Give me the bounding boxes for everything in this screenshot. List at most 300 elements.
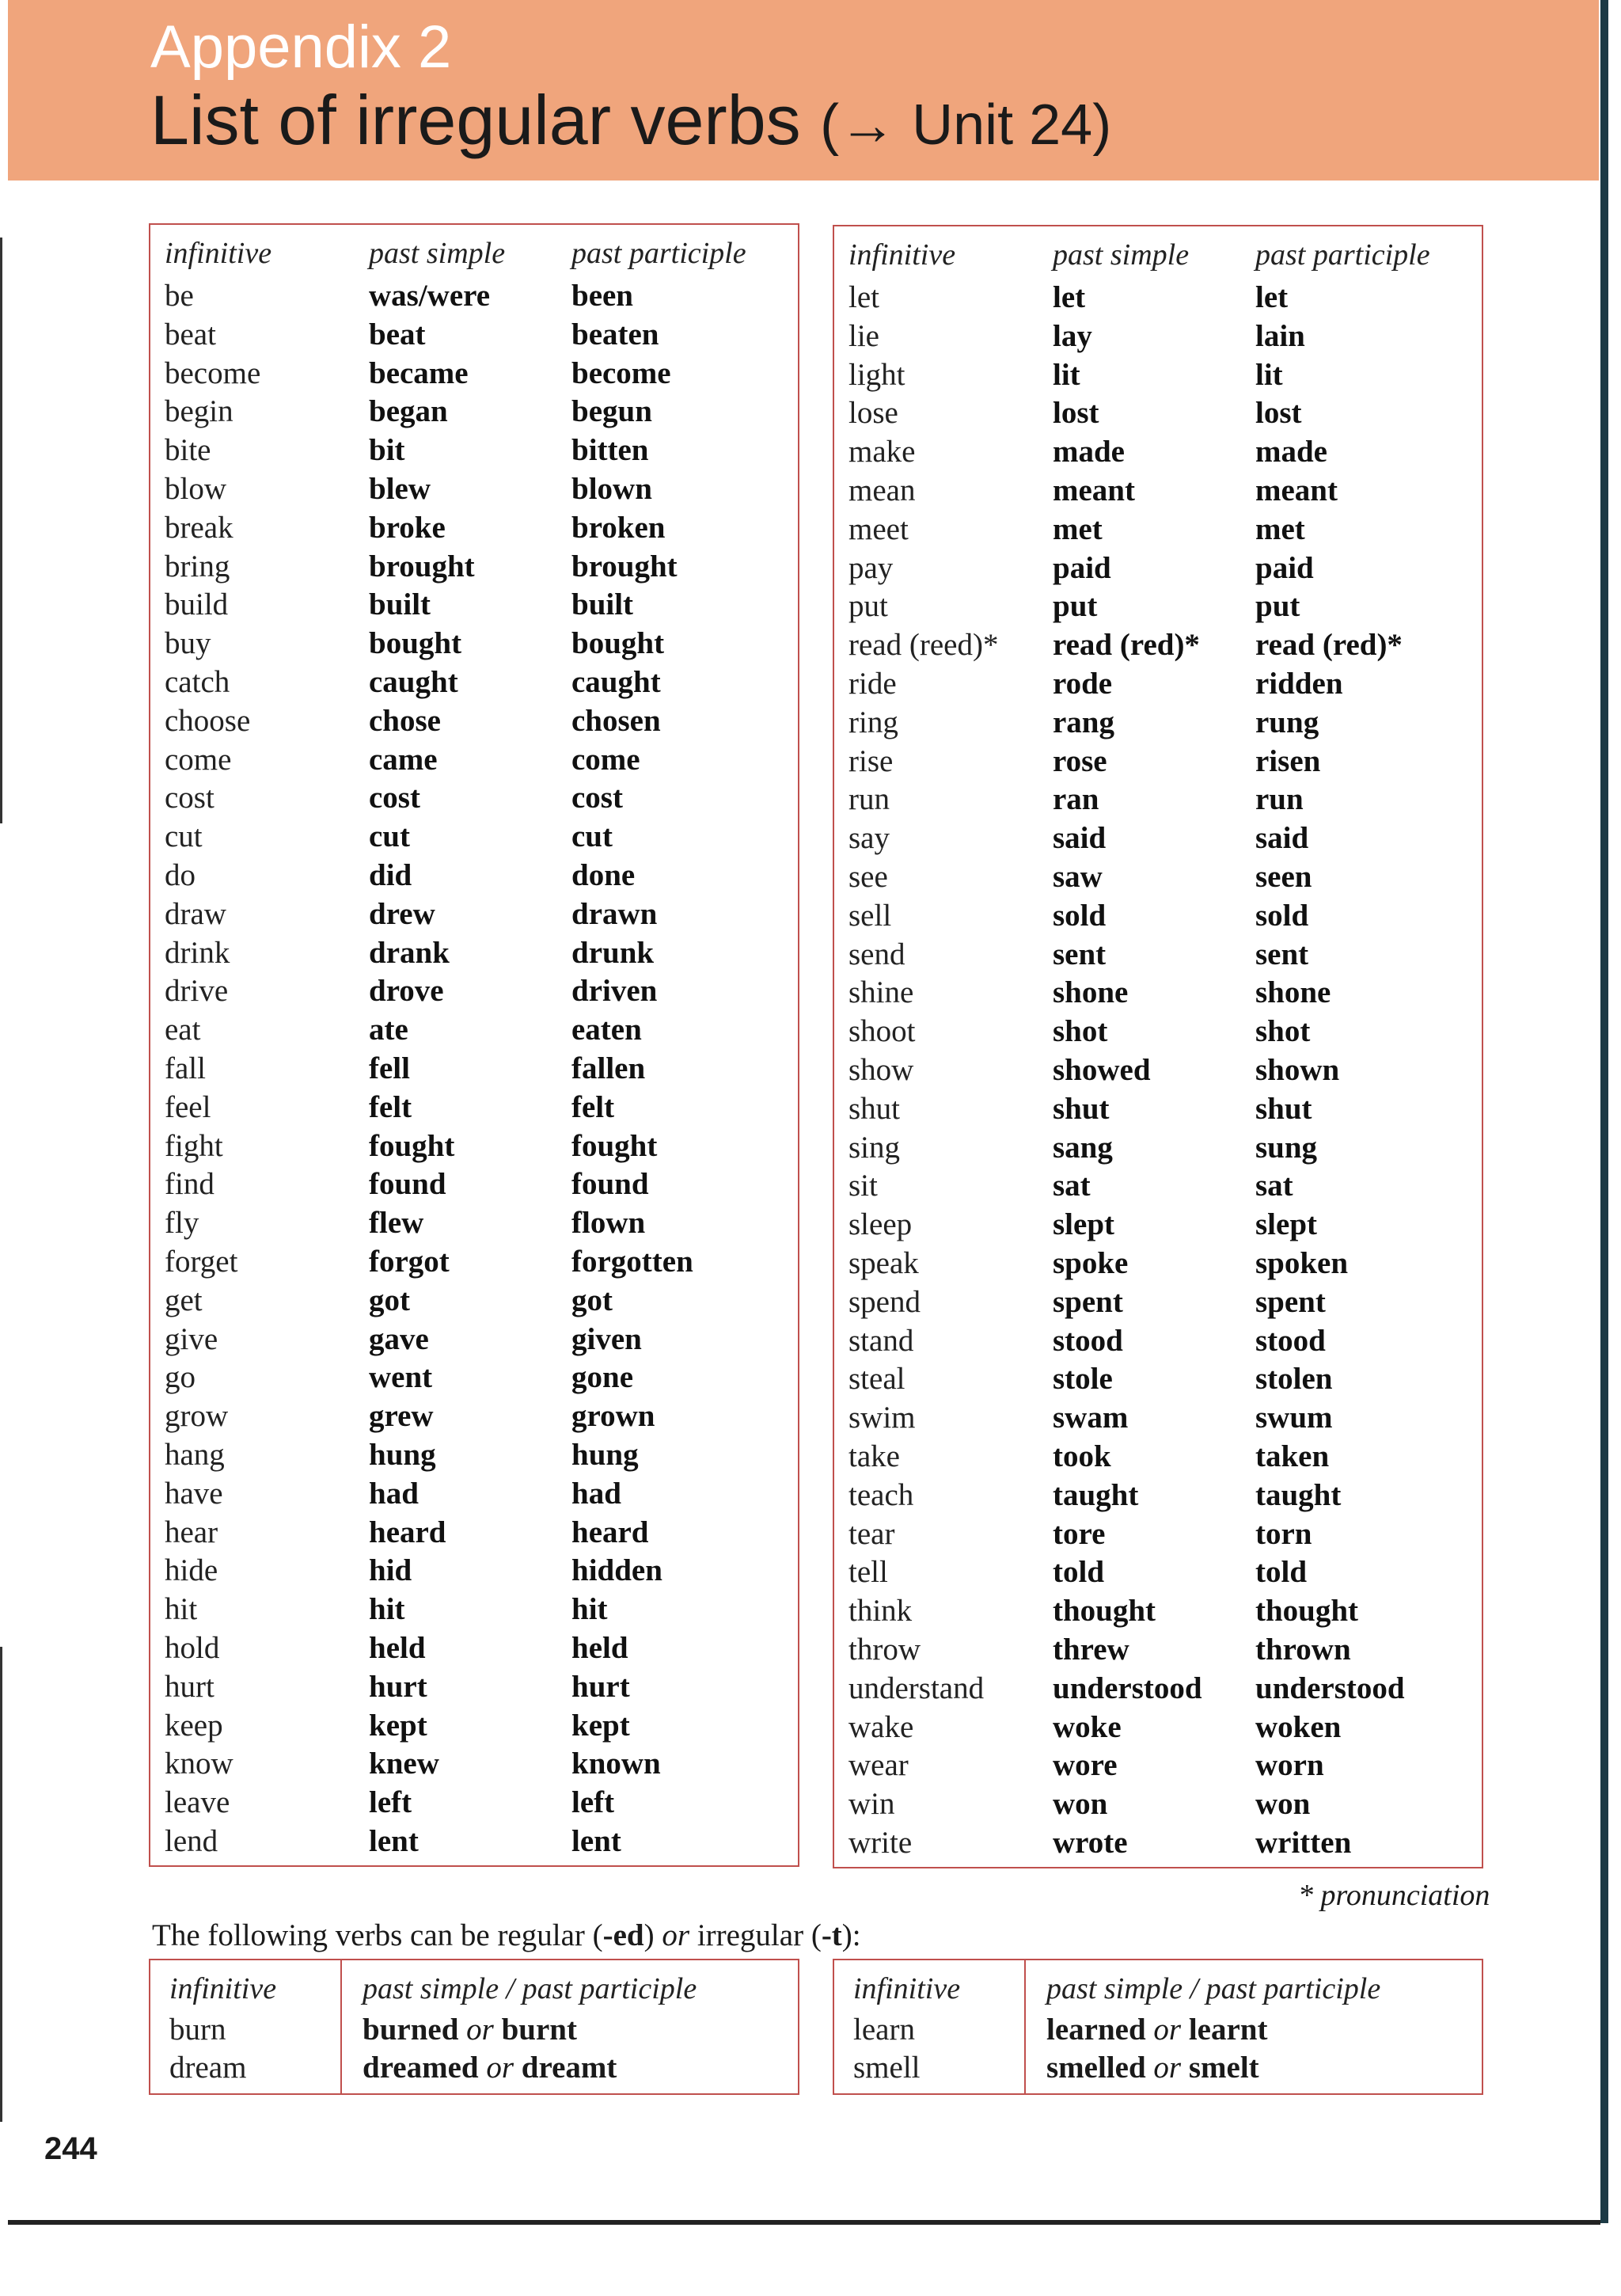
verb-infinitive: ring (848, 705, 898, 739)
verb-past-participle: shone (1255, 975, 1331, 1010)
verb-infinitive: grow (165, 1399, 229, 1434)
verb-infinitive: take (848, 1439, 900, 1473)
verb-past-simple: gave (369, 1321, 429, 1356)
verb-past-simple: shot (1053, 1014, 1108, 1049)
verb-infinitive: hit (165, 1592, 198, 1627)
column-divider (340, 1960, 342, 2093)
verb-infinitive: cut (165, 819, 203, 854)
verb-infinitive: cost (165, 781, 214, 815)
page-number: 244 (44, 2131, 97, 2166)
verb-past-participle: lost (1255, 396, 1302, 431)
verb-past-participle: ridden (1255, 667, 1343, 701)
verb-infinitive: say (848, 821, 890, 856)
verb-past-simple: thought (1053, 1594, 1156, 1629)
verb-infinitive: become (165, 355, 261, 390)
verb-past-participle: let (1255, 280, 1289, 314)
form-regular: burned (363, 2013, 459, 2047)
verb-past-participle: come (571, 742, 640, 777)
verb-past-participle: lit (1255, 357, 1283, 392)
verb-past-simple: blew (369, 472, 431, 506)
verb-infinitive: leave (165, 1785, 230, 1820)
verb-infinitive: drive (165, 974, 229, 1009)
verb-past-simple: bit (369, 433, 405, 468)
page-title (150, 81, 1112, 159)
verb-past-simple: was/were (369, 279, 491, 313)
verb-past-simple: became (369, 355, 469, 390)
verb-past-participle: grown (571, 1399, 655, 1434)
verb-past-simple: meant (1053, 473, 1135, 507)
verb-past-participle: cut (571, 819, 613, 854)
col-past-simple: past simple (369, 237, 506, 270)
verb-past-participle: held (571, 1631, 628, 1665)
verb-infinitive: speak (848, 1246, 919, 1280)
verb-past-participle: paid (1255, 550, 1314, 585)
verb-past-simple: wore (1053, 1748, 1118, 1783)
verb-past-participle: beaten (571, 317, 659, 352)
verb-infinitive: mean (848, 473, 916, 507)
verb-past-participle: hidden (571, 1553, 662, 1588)
verb-past-participle: shot (1255, 1014, 1311, 1049)
verb-infinitive: break (165, 510, 233, 545)
verb-past-simple: lost (1053, 396, 1099, 431)
verb-past-simple: told (1053, 1555, 1105, 1590)
verb-infinitive: tear (848, 1516, 895, 1551)
verb-infinitive: lose (848, 396, 898, 431)
verb-past-participle: flown (571, 1206, 646, 1241)
verb-past-simple: fell (369, 1051, 410, 1085)
verb-infinitive: rise (848, 743, 894, 778)
regular-irregular-note (152, 1918, 861, 1953)
verb-past-participle: shut (1255, 1091, 1312, 1126)
verb-infinitive: understand (848, 1671, 985, 1705)
verb-past-simple: threw (1053, 1633, 1129, 1667)
verb-infinitive: sleep (848, 1207, 913, 1242)
verb-past-simple: rode (1053, 667, 1113, 701)
verb-infinitive: let (848, 280, 879, 314)
verb-past-participle: fallen (571, 1051, 646, 1085)
verb-forms (1046, 2014, 1267, 2045)
verb-past-simple: cut (369, 819, 410, 854)
verb-past-simple: put (1053, 589, 1098, 624)
verb-past-simple: woke (1053, 1709, 1122, 1744)
verb-past-simple: lent (369, 1824, 419, 1858)
verb-past-participle: been (571, 279, 633, 313)
verb-past-participle: lain (1255, 318, 1305, 353)
col-infinitive: infinitive (169, 1972, 277, 2005)
col-infinitive: infinitive (848, 238, 956, 272)
verb-infinitive: begin (165, 394, 233, 429)
verb-past-simple: won (1053, 1787, 1108, 1822)
verb-past-participle: left (571, 1785, 615, 1820)
verb-infinitive: drink (165, 935, 230, 970)
verb-infinitive: hear (165, 1515, 218, 1549)
verb-infinitive: feel (165, 1089, 211, 1124)
page-right-edge (1600, 0, 1608, 2223)
verb-past-participle: heard (571, 1515, 649, 1549)
form-regular: learned (1046, 2013, 1146, 2047)
verb-past-simple: taught (1053, 1477, 1139, 1512)
verb-past-participle: sold (1255, 898, 1309, 933)
verb-infinitive: bite (165, 433, 211, 468)
verb-past-participle: caught (571, 665, 661, 699)
verb-past-simple: left (369, 1785, 412, 1820)
regular-verbs-table-right (833, 1959, 1483, 2095)
verb-infinitive: know (165, 1747, 233, 1781)
verb-past-participle: thought (1255, 1594, 1359, 1629)
verb-past-participle: hurt (571, 1669, 630, 1704)
verb-past-participle: hung (571, 1438, 639, 1472)
verb-past-simple: let (1053, 280, 1086, 314)
verb-past-participle: given (571, 1321, 642, 1356)
note-ed: -ed (602, 1918, 644, 1952)
verb-infinitive: wear (848, 1748, 909, 1783)
verb-past-participle: chosen (571, 703, 661, 738)
verb-past-participle: meant (1255, 473, 1338, 507)
verb-past-participle: bitten (571, 433, 649, 468)
pronunciation-note: * pronunciation (1298, 1879, 1490, 1912)
form-irregular: learnt (1188, 2013, 1268, 2047)
verb-infinitive: ride (848, 667, 897, 701)
verb-past-participle: gone (571, 1360, 633, 1395)
note-t: -t (821, 1918, 842, 1952)
verb-past-participle: stolen (1255, 1362, 1333, 1397)
verb-past-participle: fought (571, 1128, 658, 1163)
verb-infinitive: keep (165, 1708, 223, 1743)
verb-infinitive: get (165, 1283, 203, 1317)
verb-past-participle: written (1255, 1826, 1352, 1860)
verb-past-participle: brought (571, 549, 678, 584)
form-regular: smelled (1046, 2051, 1146, 2085)
verb-past-participle: understood (1255, 1671, 1405, 1705)
verb-infinitive: blow (165, 472, 226, 506)
verb-infinitive: eat (165, 1013, 201, 1047)
verb-past-simple: got (369, 1283, 410, 1317)
verb-past-simple: spent (1053, 1284, 1123, 1319)
verb-infinitive: be (165, 279, 194, 313)
verb-past-simple: sold (1053, 898, 1107, 933)
verb-past-participle: blown (571, 472, 652, 506)
verb-past-simple: knew (369, 1747, 439, 1781)
verb-past-simple: broke (369, 510, 446, 545)
verb-past-participle: begun (571, 394, 652, 429)
verb-infinitive: think (848, 1594, 913, 1629)
verb-past-participle: become (571, 355, 671, 390)
verb-past-simple: drank (369, 935, 450, 970)
verb-infinitive: steal (848, 1362, 905, 1397)
col-forms: past simple / past participle (1046, 1972, 1381, 2005)
form-irregular: burnt (501, 2013, 577, 2047)
verb-past-simple: cost (369, 781, 420, 815)
verb-infinitive: fly (165, 1206, 199, 1241)
verb-infinitive: spend (848, 1284, 921, 1319)
verb-past-simple: swam (1053, 1401, 1129, 1435)
verb-past-simple: lit (1053, 357, 1080, 392)
page-bottom-edge (8, 2220, 1600, 2225)
verb-past-participle: known (571, 1747, 661, 1781)
verb-past-participle: sent (1255, 937, 1309, 971)
verb-infinitive: wake (848, 1709, 914, 1744)
verb-past-participle: sung (1255, 1130, 1318, 1165)
verb-past-simple: built (369, 587, 431, 622)
verb-infinitive: sing (848, 1130, 901, 1165)
verb-past-simple: came (369, 742, 438, 777)
verb-past-simple: bought (369, 626, 462, 661)
verb-infinitive: put (848, 589, 888, 624)
verb-past-simple: beat (369, 317, 426, 352)
verb-past-participle: slept (1255, 1207, 1317, 1242)
verb-past-simple: hid (369, 1553, 412, 1588)
verb-infinitive: fight (165, 1128, 223, 1163)
verb-past-simple: took (1053, 1439, 1111, 1473)
verb-infinitive: swim (848, 1401, 916, 1435)
verb-infinitive: sell (848, 898, 892, 933)
verb-infinitive: fall (165, 1051, 206, 1085)
verb-infinitive: stand (848, 1323, 914, 1358)
verb-table-right (833, 225, 1483, 1868)
verb-infinitive: catch (165, 665, 230, 699)
verb-past-participle: put (1255, 589, 1300, 624)
note-text: ): (841, 1918, 861, 1952)
verb-past-simple: showed (1053, 1053, 1151, 1087)
verb-infinitive: come (165, 742, 232, 777)
verb-past-simple: rose (1053, 743, 1107, 778)
verb-infinitive: hang (165, 1438, 225, 1472)
verb-infinitive: meet (848, 511, 909, 546)
verb-past-participle: thrown (1255, 1633, 1351, 1667)
verb-past-participle: felt (571, 1089, 615, 1124)
verb-past-simple: sat (1053, 1169, 1091, 1203)
verb-past-simple: did (369, 858, 412, 892)
verb-past-participle: bought (571, 626, 665, 661)
verb-past-participle: read (red)* (1255, 628, 1403, 663)
note-text: The following verbs can be regular ( (152, 1918, 603, 1952)
verb-infinitive: pay (848, 550, 894, 585)
verb-past-simple: forgot (369, 1245, 450, 1279)
or-word: or (1153, 2051, 1182, 2085)
form-irregular: smelt (1188, 2051, 1259, 2085)
verb-past-participle: spoken (1255, 1246, 1349, 1280)
verb-past-simple: drove (369, 974, 444, 1009)
verb-past-participle: taken (1255, 1439, 1330, 1473)
verb-infinitive: throw (848, 1633, 921, 1667)
note-text: irregular ( (689, 1918, 822, 1952)
verb-infinitive: burn (169, 2013, 226, 2047)
verb-past-simple: read (red)* (1053, 628, 1200, 663)
verb-past-simple: spoke (1053, 1246, 1129, 1280)
verb-infinitive: buy (165, 626, 211, 661)
verb-past-simple: heard (369, 1515, 446, 1549)
verb-past-participle: said (1255, 821, 1309, 856)
verb-past-simple: made (1053, 435, 1125, 469)
verb-infinitive: beat (165, 317, 216, 352)
verb-past-participle: met (1255, 511, 1305, 546)
verb-past-simple: ate (369, 1013, 408, 1047)
verb-forms (1046, 2052, 1259, 2083)
verb-infinitive: shut (848, 1091, 901, 1126)
verb-past-participle: drawn (571, 896, 658, 931)
verb-infinitive: make (848, 435, 916, 469)
col-past-participle: past participle (571, 237, 746, 270)
verb-past-participle: torn (1255, 1516, 1312, 1551)
verb-infinitive: light (848, 357, 905, 392)
col-infinitive: infinitive (165, 237, 272, 270)
verb-past-participle: worn (1255, 1748, 1324, 1783)
verb-past-participle: told (1255, 1555, 1308, 1590)
verb-past-participle: seen (1255, 860, 1312, 894)
verb-infinitive: teach (848, 1477, 914, 1512)
note-text: ) (643, 1918, 662, 1952)
verb-past-simple: caught (369, 665, 458, 699)
verb-infinitive: draw (165, 896, 226, 931)
verb-past-simple: met (1053, 511, 1103, 546)
verb-infinitive: learn (853, 2013, 915, 2047)
verb-forms (363, 2014, 577, 2045)
verb-infinitive: read (reed)* (848, 628, 999, 663)
verb-table-left (149, 223, 799, 1867)
verb-past-simple: kept (369, 1708, 427, 1743)
verb-past-simple: sang (1053, 1130, 1113, 1165)
verb-past-simple: saw (1053, 860, 1103, 894)
verb-infinitive: hurt (165, 1669, 214, 1704)
scan-margin-mark (0, 238, 2, 823)
verb-past-simple: slept (1053, 1207, 1114, 1242)
or-word: or (466, 2013, 494, 2047)
verb-infinitive: shine (848, 975, 914, 1010)
verb-past-simple: tore (1053, 1516, 1106, 1551)
verb-infinitive: lie (848, 318, 879, 353)
verb-past-participle: broken (571, 510, 666, 545)
column-divider (1024, 1960, 1026, 2093)
verb-past-participle: found (571, 1167, 649, 1202)
title-text: List of irregular verbs (150, 81, 801, 159)
verb-past-simple: felt (369, 1089, 412, 1124)
verb-past-simple: flew (369, 1206, 424, 1241)
verb-past-simple: understood (1053, 1671, 1202, 1705)
verb-past-participle: spent (1255, 1284, 1326, 1319)
verb-past-participle: made (1255, 435, 1327, 469)
verb-infinitive: shoot (848, 1014, 916, 1049)
verb-infinitive: choose (165, 703, 251, 738)
verb-past-participle: won (1255, 1787, 1311, 1822)
verb-past-participle: stood (1255, 1323, 1326, 1358)
verb-past-simple: began (369, 394, 448, 429)
verb-past-participle: kept (571, 1708, 630, 1743)
verb-past-simple: held (369, 1631, 426, 1665)
verb-infinitive: find (165, 1167, 214, 1202)
verb-past-simple: said (1053, 821, 1107, 856)
verb-past-simple: paid (1053, 550, 1111, 585)
col-forms: past simple / past participle (363, 1972, 697, 2005)
verb-infinitive: sit (848, 1169, 878, 1203)
verb-infinitive: have (165, 1476, 223, 1511)
verb-past-participle: woken (1255, 1709, 1342, 1744)
verb-past-simple: rang (1053, 705, 1114, 739)
verb-past-simple: hung (369, 1438, 436, 1472)
verb-past-participle: rung (1255, 705, 1319, 739)
verb-infinitive: see (848, 860, 888, 894)
verb-infinitive: dream (169, 2051, 247, 2085)
verb-past-simple: drew (369, 896, 435, 931)
verb-past-simple: sent (1053, 937, 1107, 971)
verb-infinitive: win (848, 1787, 895, 1822)
verb-past-participle: got (571, 1283, 613, 1317)
verb-past-participle: hit (571, 1592, 608, 1627)
verb-infinitive: hide (165, 1553, 218, 1588)
verb-past-simple: ran (1053, 782, 1099, 817)
or-word: or (486, 2051, 514, 2085)
verb-past-simple: lay (1053, 318, 1092, 353)
verb-past-simple: found (369, 1167, 446, 1202)
verb-past-simple: fought (369, 1128, 455, 1163)
verb-past-simple: hurt (369, 1669, 427, 1704)
verb-infinitive: do (165, 858, 196, 892)
unit-reference: (→ Unit 24) (820, 93, 1112, 157)
verb-past-participle: sat (1255, 1169, 1293, 1203)
verb-infinitive: send (848, 937, 905, 971)
or-word: or (1153, 2013, 1182, 2047)
verb-infinitive: forget (165, 1245, 238, 1279)
verb-past-participle: forgotten (571, 1245, 693, 1279)
verb-past-participle: had (571, 1476, 621, 1511)
verb-infinitive: give (165, 1321, 218, 1356)
col-past-participle: past participle (1255, 238, 1430, 272)
scan-margin-mark (0, 1647, 2, 2122)
verb-past-participle: shown (1255, 1053, 1340, 1087)
verb-past-participle: driven (571, 974, 658, 1009)
verb-past-participle: taught (1255, 1477, 1342, 1512)
verb-forms (363, 2052, 617, 2083)
verb-past-participle: swum (1255, 1401, 1333, 1435)
verb-past-simple: wrote (1053, 1826, 1128, 1860)
verb-infinitive: go (165, 1360, 196, 1395)
verb-past-simple: hit (369, 1592, 405, 1627)
verb-past-participle: cost (571, 781, 623, 815)
verb-past-simple: shut (1053, 1091, 1110, 1126)
verb-past-participle: risen (1255, 743, 1321, 778)
verb-past-participle: lent (571, 1824, 621, 1858)
regular-verbs-table-left (149, 1959, 799, 2095)
verb-past-simple: brought (369, 549, 475, 584)
verb-infinitive: build (165, 587, 229, 622)
form-regular: dreamed (363, 2051, 479, 2085)
verb-past-participle: built (571, 587, 634, 622)
verb-past-participle: run (1255, 782, 1304, 817)
note-or: or (662, 1918, 690, 1952)
verb-past-simple: went (369, 1360, 433, 1395)
verb-infinitive: show (848, 1053, 914, 1087)
verb-past-simple: stood (1053, 1323, 1123, 1358)
verb-infinitive: write (848, 1826, 913, 1860)
verb-infinitive: smell (853, 2051, 921, 2085)
appendix-label: Appendix 2 (150, 13, 452, 81)
col-past-simple: past simple (1053, 238, 1190, 272)
verb-past-simple: stole (1053, 1362, 1113, 1397)
verb-past-simple: chose (369, 703, 441, 738)
verb-past-simple: grew (369, 1399, 434, 1434)
verb-past-participle: eaten (571, 1013, 642, 1047)
verb-infinitive: tell (848, 1555, 888, 1590)
verb-past-participle: drunk (571, 935, 655, 970)
col-infinitive: infinitive (853, 1972, 961, 2005)
verb-past-participle: done (571, 858, 636, 892)
verb-past-simple: shone (1053, 975, 1129, 1010)
verb-infinitive: run (848, 782, 890, 817)
verb-infinitive: hold (165, 1631, 220, 1665)
verb-infinitive: bring (165, 549, 230, 584)
form-irregular: dreamt (521, 2051, 617, 2085)
verb-infinitive: lend (165, 1824, 218, 1858)
verb-past-simple: had (369, 1476, 419, 1511)
